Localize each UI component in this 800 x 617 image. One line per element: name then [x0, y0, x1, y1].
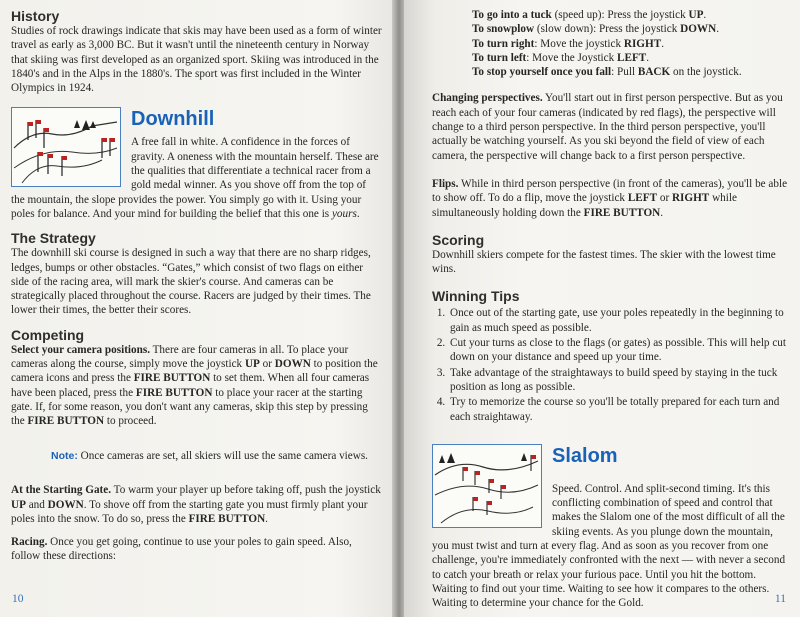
camera-note: Note: Once cameras are set, all skiers will use the same camera views.: [51, 449, 368, 462]
winning-tips-list: [432, 306, 788, 423]
competing-heading: Competing: [11, 326, 85, 343]
control-snowplow: To snowplow (slow down): Press the joystick DOWN.: [472, 23, 719, 36]
downhill-heading: Downhill: [131, 108, 215, 131]
strategy-heading: The Strategy: [11, 230, 96, 247]
flips-paragraph: Flips. While in third person perspective (in front of the cameras), you'll be able to show off. To do a flip, move the joystick LEFT or RIGHT while simultaneously holding down the FIRE BUTTON.: [432, 177, 788, 219]
tip-item: 3. Take advantage of the straightaways to build speed by staying in the tuck position as long as possible.: [448, 366, 788, 395]
tip-item: 1. Once out of the starting gate, use your poles repeatedly in the beginning to gain as much speed as possible.: [448, 306, 788, 335]
joystick-controls-list: [432, 8, 788, 79]
control-turn-right: To turn right: Move the joystick RIGHT.: [472, 37, 664, 50]
control-turn-left: To turn left: Move the Joystick LEFT.: [472, 51, 650, 64]
winning-tips-heading: Winning Tips: [432, 288, 520, 305]
downhill-illustration: [11, 107, 121, 187]
tip-item: 4. Try to memorize the course so you'll be totally prepared for each turn and each straightaway.: [448, 395, 788, 424]
racing-paragraph: Racing. Once you get going, continue to use your poles to gain speed. Also, follow these directions:: [11, 536, 352, 563]
right-page: [404, 0, 800, 617]
downhill-section: [11, 107, 382, 221]
competing-paragraph: Select your camera positions. There are four cameras in all. To place your cameras along the course, simply move the joystick UP or DOWN to position the camera icons and press the FIRE BUTTON to set them. When all four cameras have been placed, press the FIRE BUTTON to place your racer at the starting gate. If, for some reason, you don't want any cameras, skip this step by pressing the FIRE BUTTON to proceed.: [11, 343, 378, 428]
downhill-course-drawing: [12, 108, 119, 185]
slalom-heading: Slalom: [552, 444, 618, 467]
left-page: [0, 0, 394, 617]
history-heading: History: [11, 8, 60, 24]
note-label: Note:: [51, 449, 78, 462]
tip-item: 2. Cut your turns as close to the flags (or gates) as possible. This will help cut down on your distance and speed up your time.: [448, 336, 788, 365]
slalom-section: [432, 444, 788, 611]
slalom-course-drawing: [433, 445, 540, 526]
scoring-heading: Scoring: [432, 231, 485, 248]
downhill-paragraph: A free fall in white. A confidence in the forces of gravity. A oneness with the mountain herself. These are the qualities that differentiate a technical racer from a gold medal winner. As you shove off from the top of the mountain, the slope provides the power. You simply go with it. Using your poles for balance. And your mind for building the belief that this one is yours.: [11, 136, 379, 220]
control-tuck: To go into a tuck (speed up): Press the joystick UP.: [472, 9, 707, 21]
control-stop: To stop yourself once you fall: Pull BACK on the joystick.: [472, 66, 742, 79]
slalom-paragraph: Speed. Control. And split-second timing. It's this conflicting combination of speed and control that makes the Slalom one of the most difficult of all the skiing events. As you plunge down the mountain, you must twist and turn at every flag. And as soon as you recover from one challenge, you're immediately confronted with the next — with never a second to catch your breath or relax your furious pace. Until you hit the bottom. Waiting to find out your time. Waiting to see how it compares to the others. Waiting to determine your chance for the Gold.: [432, 482, 786, 610]
strategy-paragraph: The downhill ski course is designed in such a way that there are no sharp ridges, ledges, bumps or other obstacles. “Gates,” which consist of two flags on either side of the racing area, will mark the skier's course. And cameras can be strategically placed throughout the course. Racers are judged by their times. The lower their times, the better their scores.: [11, 247, 371, 317]
perspectives-paragraph: Changing perspectives. You'll start out in first person perspective. But as you reach each of your four cameras (indicated by red flags), the perspective will change to a third person perspective. In the third person perspective, you'll actually be watching yourself. As you ski beyond the field of view of each camera, the perspective will change back to a first person perspective.: [432, 92, 783, 162]
starting-gate-paragraph: At the Starting Gate. To warm your player up before taking off, push the joystick UP and DOWN. To shove off from the starting gate you must firmly plant your poles into the snow. To do so, press the FIRE BUTTON.: [11, 484, 381, 525]
slalom-illustration: [432, 444, 542, 528]
history-paragraph: Studies of rock drawings indicate that skis may have been used as a form of winter travel as early as 3,000 BC. But it wasn't until the nineteenth century in Norway that skiing was first developed as an organized sport. Skiing was introduced in the 1840's and in the Alps in the 1880's. The sport was first included in the Winter Olympics in 1924.: [11, 25, 382, 95]
scoring-paragraph: Downhill skiers compete for the fastest times. The skier with the lowest time wins.: [432, 248, 776, 276]
page-number-left: 10: [12, 593, 24, 605]
page-number-right: 11: [774, 593, 786, 605]
